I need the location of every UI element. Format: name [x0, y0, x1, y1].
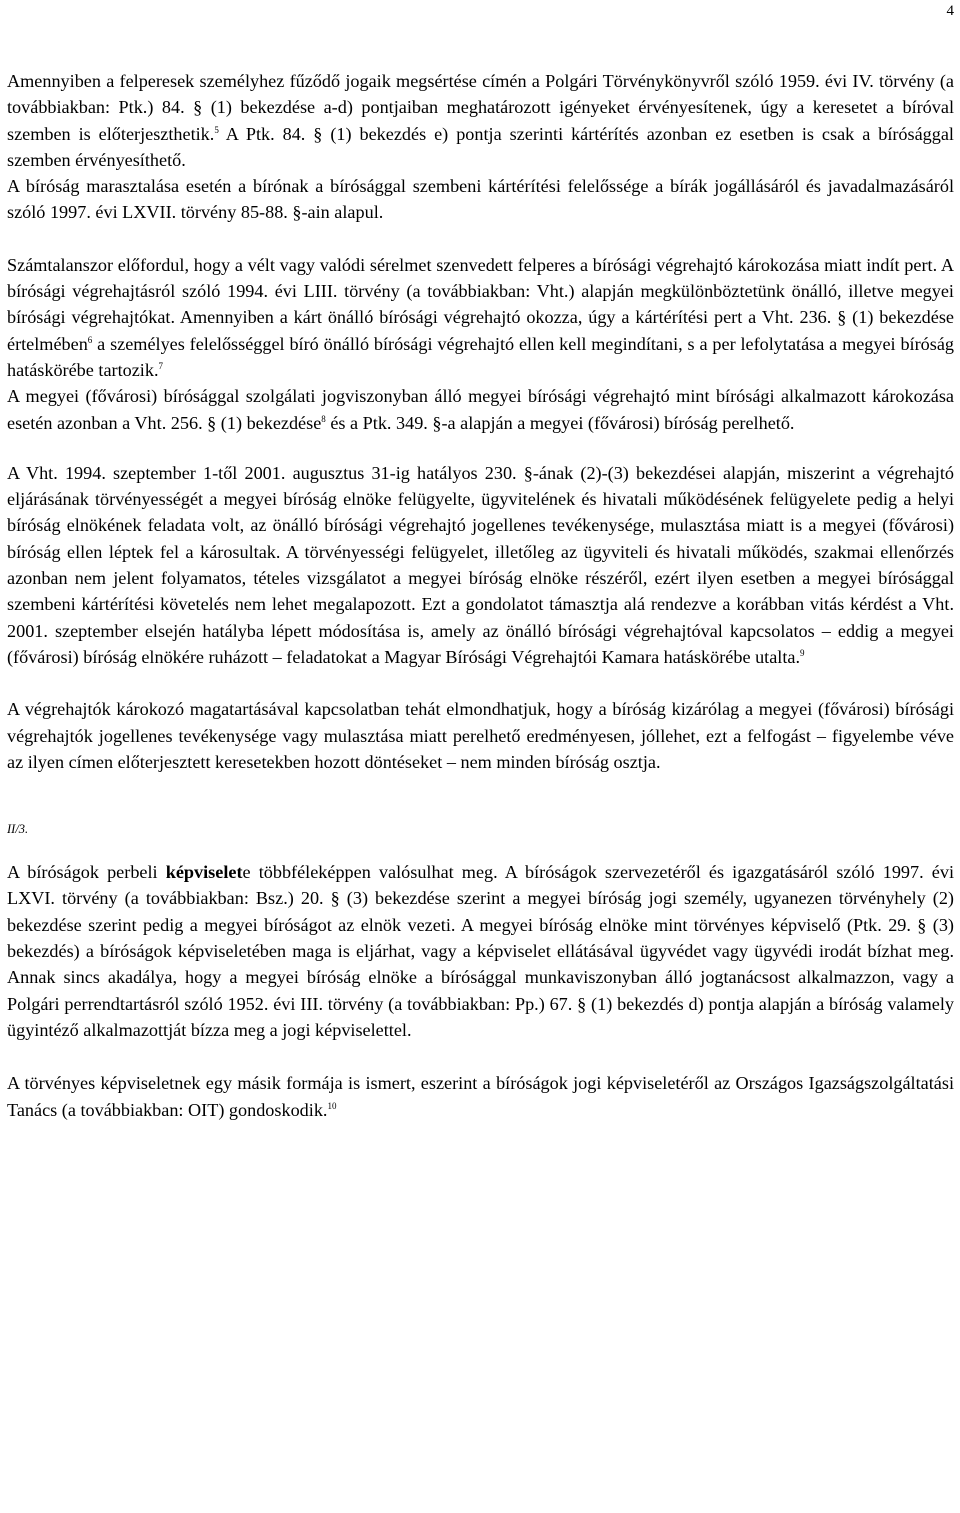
- paragraph-text: a személyes felelősséggel bíró önálló bírósági végrehajtó ellen kell megindítani, s a per lefolytatása a megyei bíróság hatáskörébe tartozik.: [7, 333, 954, 380]
- paragraph-text: A törvényes képviseletnek egy másik formája is ismert, eszerint a bíróságok jogi képviseletéről az Országos Igazságszolgáltatási Tanács (a továbbiakban: OIT) gondoskodik.: [7, 1073, 954, 1120]
- section-label: II/3.: [7, 822, 29, 837]
- paragraph-text: A bíróság marasztalása esetén a bírónak a bírósággal szembeni kártérítési felelőssége a bírák jogállásáról és javadalmazásáról szóló 1997. évi LXVII. törvény 85-88. §-ain alapul.: [7, 176, 954, 223]
- paragraph-ptk-claims: [7, 68, 954, 226]
- footnote-ref-8[interactable]: 8: [321, 413, 326, 424]
- paragraph-enforcement-officers: [7, 252, 954, 436]
- paragraph-conclusion: [7, 696, 954, 775]
- paragraph-text: és a Ptk. 349. §-a alapján a megyei (fővárosi) bíróság perelhető.: [325, 412, 795, 433]
- paragraph-text: e többféleképpen valósulhat meg. A bíróságok szervezetéről és igazgatásáról szóló 1997. évi LXVI. törvény (a továbbiakban: Bsz.) 20. § (3) bekezdése szerint a megyei bíróság jogi személy, ugyanezen törvényhely (2) bekezdése szerint pedig a megyei bíróságot az elnök vezeti. A megyei bíróság elnöke mint törvényes képviselő (Ptk. 29. § (3) bekezdés) a bíróságok képviseletében maga is eljárhat, vagy a képviselet ellátásával ügyvédet vagy ügyvédi irodát bízhat meg. Annak sincs akadálya, hogy a megyei bíróság elnöke a bírósággal munkaviszonyban álló jogtanácsost alkalmazzon, vagy a Polgári perrendtartásról szóló 1952. évi III. törvény (a továbbiakban: Pp.) 67. § (1) bekezdés d) pontja alapján a bíróság valamely ügyintéző alkalmazottját bízza meg a jogi képviselettel.: [7, 862, 954, 1040]
- page-number: 4: [946, 3, 954, 19]
- paragraph-text: A Vht. 1994. szeptember 1-től 2001. augusztus 31-ig hatályos 230. §-ának (2)-(3) bekezdései alapján, miszerint a végrehajtó eljárásának törvényességét a megyei bíróság elnöke felügyelte, ügyvitelének és hivatali működésének felügyelete pedig a helyi bíróság elnökének feladata volt, az önálló bírósági végrehajtó jogellenes tevékenysége, mulasztása miatt is a megyei (fővárosi) bíróság ellen léptek fel a károsultak. A törvényességi felügyelet, illetőleg az ügyviteli és hivatali működés, szakmai ellenőrzés azonban nem jelent folyamatos, tételes vizsgálatot a megyei bíróság elnöke részéről, ezért ilyen esetben a megyei bírósággal szembeni kártérítési követelés nem lehet megalapozott. Ezt a gondolatot támasztja alá rendezve a korábban vitás kérdést a Vht. 2001. szeptember elsején hatályba lépett módosítása is, amely az önálló bírósági végrehajtóval kapcsolatos – eddig a megyei (fővárosi) bíróság elnökére ruházott – feladatokat a Magyar Bírósági Végrehajtói Kamara hatáskörébe utalta.: [7, 462, 954, 667]
- paragraph-text: Számtalanszor előfordul, hogy a vélt vagy valódi sérelmet szenvedett felperes a bírósági végrehajtó károkozása miatt indít pert. A bírósági végrehajtásról szóló 1994. évi LIII. törvény (a továbbiakban: Vht.) alapján megkülönböztetünk önálló, illetve megyei bírósági végrehajtókat. Amennyiben a kárt önálló bírósági végrehajtó okozza, úgy a kártérítési pert a Vht. 236. § (1) bekezdése értelmében: [7, 254, 954, 354]
- footnote-ref-6[interactable]: 6: [87, 334, 93, 345]
- paragraph-text: A bíróságok perbeli: [7, 862, 166, 883]
- bold-term: képviselet: [165, 862, 243, 883]
- footnote-ref-9[interactable]: 9: [800, 647, 805, 658]
- paragraph-text: A megyei (fővárosi) bírósággal szolgálati jogviszonyban álló megyei bírósági végrehajtó mint bírósági alkalmazott károkozása esetén azonban a Vht. 256. § (1) bekezdése: [7, 386, 954, 433]
- paragraph-oit: [7, 1070, 954, 1123]
- paragraph-text: Amennyiben a felperesek személyhez fűződő jogaik megsértése címén a Polgári Törvénykönyvről szóló 1959. évi IV. törvény (a továbbiakban: Ptk.) 84. § (1) bekezdése a-d) pontjaiban meghatározott igényeket érvényesítenek, úgy a keresetet a bíróval szemben is előterjeszthetik.: [7, 71, 954, 144]
- paragraph-text: A Ptk. 84. § (1) bekezdés e) pontja szerinti kártérítés azonban ez esetben is csak a bírósággal szemben érvényesíthető.: [7, 123, 954, 170]
- document-body: [7, 68, 954, 1123]
- paragraph-text: A végrehajtók károkozó magatartásával kapcsolatban tehát elmondhatjuk, hogy a bíróság kizárólag a megyei (fővárosi) bírósági végrehajtók jogellenes tevékenysége vagy mulasztása miatt perelhető eredményesen, jóllehet, ezt a felfogást – figyelembe véve az ilyen címen előterjesztett keresetekben hozott döntéseket – nem minden bíróság osztja.: [7, 699, 954, 772]
- footnote-ref-7[interactable]: 7: [158, 360, 163, 371]
- footnote-ref-5[interactable]: 5: [214, 124, 219, 135]
- paragraph-vht-history: [7, 460, 954, 670]
- footnote-ref-10[interactable]: 10: [327, 1100, 337, 1111]
- paragraph-representation: [7, 859, 954, 1043]
